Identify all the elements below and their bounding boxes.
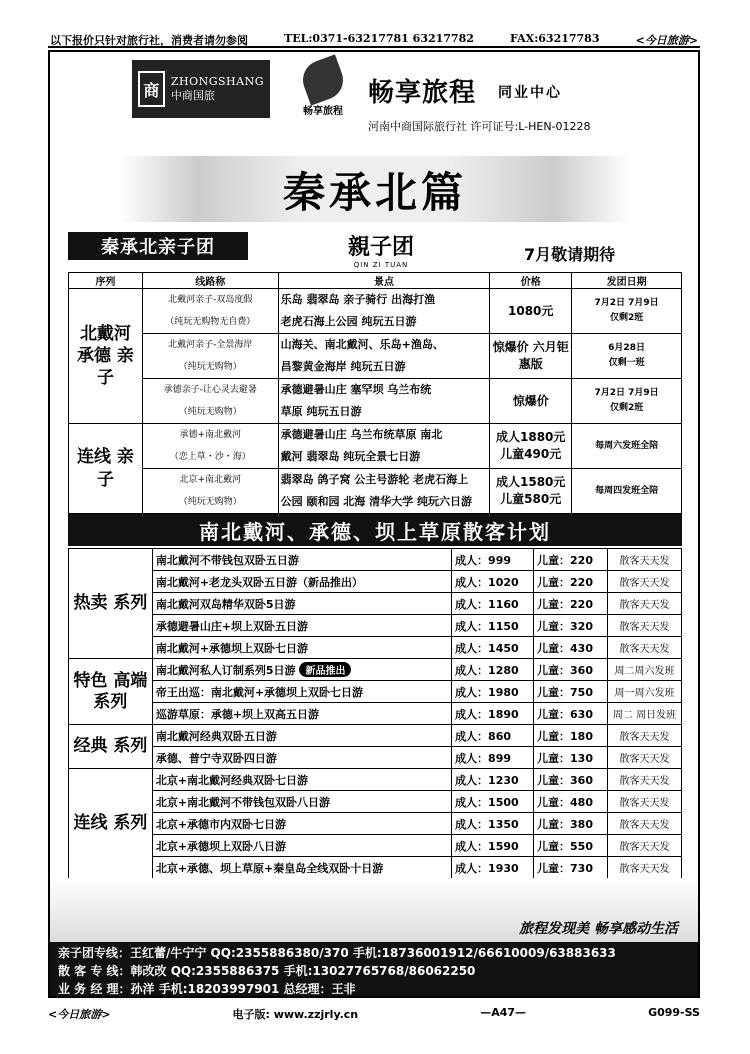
table-row <box>69 725 682 747</box>
slogan: 旅程发现美 畅享感动生活 <box>519 921 678 937</box>
child-price: 儿童：480 <box>534 791 608 813</box>
child-price: 儿童：360 <box>534 659 608 681</box>
tour-name: 帝王出巡：南北戴河+承德坝上双卧七日游 <box>152 681 451 703</box>
adult-price: 成人：1150 <box>452 615 534 637</box>
adult-price: 成人：1890 <box>452 703 534 725</box>
contact-footer <box>50 942 698 998</box>
spots-line: 承德避暑山庄 乌兰布统草原 南北 <box>280 428 443 441</box>
child-price: 儿童：320 <box>534 615 608 637</box>
adult-price: 成人：1020 <box>452 571 534 593</box>
schedule: 周二周六发班 <box>607 659 681 681</box>
page-number: —A47— <box>480 1006 527 1019</box>
bottom-brand: <今日旅游> <box>48 1008 111 1021</box>
category-cell: 特色 高端 系列 <box>69 659 153 725</box>
zhongshang-logo <box>132 60 270 118</box>
child-price: 儿童：180 <box>534 725 608 747</box>
spots-line: 老虎石海上公园 纯玩五日游 <box>280 315 417 328</box>
date-line: 7月2日 7月9日 <box>594 388 659 398</box>
route-note: （纯玩无购物） <box>178 407 242 417</box>
price-cell: 1080元 <box>490 289 572 334</box>
table-row <box>69 791 682 813</box>
price-cell: 成人1880元 儿童490元 <box>490 424 572 469</box>
spots-line: 草原 纯玩五日游 <box>280 405 362 418</box>
route-name: 承德亲子-让心灵去避暑 <box>163 385 257 395</box>
website-link[interactable]: 电子版: www.zzjrly.cn <box>232 1008 359 1021</box>
tour-name: 北京+南北戴河不带钱包双卧八日游 <box>152 791 451 813</box>
spots-line: 山海关、南北戴河、乐岛+渔岛、 <box>280 338 444 351</box>
tour-name: 南北戴河双岛精华双卧5日游 <box>152 593 451 615</box>
category-cell: 经典 系列 <box>69 725 153 769</box>
subtitle-bar: 秦承北亲子团 <box>68 232 248 260</box>
category-cell: 北戴河 承德 亲子 <box>69 289 143 424</box>
date-line: 6月28日 <box>608 343 645 353</box>
adult-price: 成人：1350 <box>452 813 534 835</box>
child-price: 儿童：630 <box>534 703 608 725</box>
tour-name: 巡游草原：承德+坝上双高五日游 <box>152 703 451 725</box>
table-row <box>69 681 682 703</box>
adult-price: 成人：860 <box>452 725 534 747</box>
tour-name: 南北戴河经典双卧五日游 <box>152 725 451 747</box>
page-title: 秦承北篇 <box>282 168 467 217</box>
ad-frame <box>48 50 700 998</box>
table-row <box>69 615 682 637</box>
adult-price: 成人：1230 <box>452 769 534 791</box>
header-cell: 景点 <box>278 273 490 289</box>
adult-price: 成人：1980 <box>452 681 534 703</box>
tour-name: 南北戴河+承德坝上双卧七日游 <box>152 637 451 659</box>
july-notice: 7月敬请期待 <box>524 245 616 264</box>
table-row <box>69 835 682 857</box>
table-row <box>69 593 682 615</box>
schedule: 散客天天发 <box>607 549 681 571</box>
scatter-tour-table <box>68 548 682 879</box>
schedule: 散客天天发 <box>607 857 681 879</box>
table-row <box>69 469 682 514</box>
header <box>50 52 698 142</box>
qinzi-logo <box>326 230 436 269</box>
family-tour-table <box>68 272 682 514</box>
qinzi-cn: 親子团 <box>347 234 414 260</box>
tour-name: 南北戴河不带钱包双卧五日游 <box>152 549 451 571</box>
spots-line: 承德避暑山庄 塞罕坝 乌兰布统 <box>280 383 432 396</box>
header-cell: 线路称 <box>142 273 278 289</box>
child-price: 儿童：380 <box>534 813 608 835</box>
route-name: 承德+南北戴河 <box>179 430 242 440</box>
route-name: 北京+南北戴河 <box>179 475 242 485</box>
child-price: 儿童：360 <box>534 769 608 791</box>
logo2-label: 畅享旅程 <box>303 106 343 117</box>
adult-price: 成人：1450 <box>452 637 534 659</box>
adult-price: 成人：899 <box>452 747 534 769</box>
zhongshang-mark-icon: 商 <box>138 71 165 107</box>
schedule: 散客天天发 <box>607 637 681 659</box>
adult-price: 成人：1500 <box>452 791 534 813</box>
brand-name: 畅享旅程 <box>368 78 477 108</box>
adult-price: 成人：1930 <box>452 857 534 879</box>
schedule: 周一周六发班 <box>607 681 681 703</box>
table-row <box>69 857 682 879</box>
header-cell: 价格 <box>490 273 572 289</box>
tour-name: 北京+承德、坝上草原+秦皇岛全线双卧十日游 <box>152 857 451 879</box>
brand-text: <今日旅游> <box>635 34 698 47</box>
remaining-line: 仅剩2班 <box>609 403 644 413</box>
schedule: 散客天天发 <box>607 593 681 615</box>
date-cell: 每周六发班全陪 <box>572 424 682 469</box>
header-cell: 序列 <box>69 273 143 289</box>
table-row <box>69 549 682 571</box>
adult-price: 成人：1160 <box>452 593 534 615</box>
section-title-bar: 南北戴河、承德、坝上草原散客计划 <box>68 514 682 546</box>
price-cell: 惊爆价 六月钜惠版 <box>490 334 572 379</box>
table-row <box>69 637 682 659</box>
schedule: 散客天天发 <box>607 615 681 637</box>
title-banner <box>120 156 630 222</box>
tour-name: 南北戴河+老龙头双卧五日游（新品推出） <box>152 571 451 593</box>
logo1-en: ZHONGSHANG <box>170 74 264 88</box>
date-line: 7月2日 7月9日 <box>594 298 659 308</box>
adult-price: 成人：999 <box>452 549 534 571</box>
schedule: 散客天天发 <box>607 725 681 747</box>
tour-name: 北京+南北戴河经典双卧七日游 <box>152 769 451 791</box>
license-text: 河南中商国际旅行社 许可证号:L-HEN-01228 <box>368 120 591 133</box>
contact-line: 业 务 经 理：孙洋 手机:18203997901 总经理：王非 <box>58 982 356 996</box>
qinzi-en: QIN ZI TUAN <box>353 261 409 269</box>
spots-line: 公园 颐和园 北海 清华大学 纯玩六日游 <box>280 495 472 508</box>
top-info-bar <box>48 32 700 48</box>
tour-name: 承德避暑山庄+坝上双卧五日游 <box>152 615 451 637</box>
table-row <box>69 289 682 334</box>
header-cell: 发团日期 <box>572 273 682 289</box>
table-row <box>69 813 682 835</box>
child-price: 儿童：430 <box>534 637 608 659</box>
new-badge: 新品推出 <box>299 662 351 677</box>
schedule: 散客天天发 <box>607 791 681 813</box>
tour-name: 北京+承德市内双卧七日游 <box>152 813 451 835</box>
route-note: （纯玩无购物） <box>178 362 242 372</box>
tour-name: 北京+承德坝上双卧八日游 <box>152 835 451 857</box>
spots-line: 昌黎黄金海岸 纯玩五日游 <box>280 360 406 373</box>
child-price: 儿童：730 <box>534 857 608 879</box>
price-cell: 成人1580元 儿童580元 <box>490 469 572 514</box>
child-price: 儿童：750 <box>534 681 608 703</box>
route-note: （恋上草・沙・海） <box>169 452 251 462</box>
tour-name: 南北戴河私人订制系列5日游 <box>155 663 296 677</box>
category-cell: 热卖 系列 <box>69 549 153 659</box>
table-row <box>69 769 682 791</box>
brand-sub: 同业中心 <box>498 85 562 101</box>
bottom-bar <box>48 1006 700 1022</box>
table-row <box>69 571 682 593</box>
schedule: 散客天天发 <box>607 769 681 791</box>
tel-text: TEL:0371-63217781 63217782 <box>284 32 474 45</box>
price-cell: 惊爆价 <box>490 379 572 424</box>
schedule: 散客天天发 <box>607 835 681 857</box>
spots-line: 戴河 翡翠岛 纯玩全景七日游 <box>280 450 421 463</box>
page-code: G099-SS <box>648 1006 700 1019</box>
schedule: 散客天天发 <box>607 813 681 835</box>
table-row <box>69 334 682 379</box>
route-name: 北戴河亲子-全景海岸 <box>168 340 253 350</box>
schedule: 周二 周日发班 <box>607 703 681 725</box>
logo1-cn: 中商国旅 <box>170 89 215 102</box>
route-note: （纯玩无购物无自费） <box>165 317 256 327</box>
table-row <box>69 424 682 469</box>
category-cell: 连线 系列 <box>69 769 153 879</box>
table-row <box>69 747 682 769</box>
contact-line: 亲子团专线：王红蕾/牛宁宁 QQ:2355886380/370 手机:18736001912/66610009/63883633 <box>58 946 616 960</box>
spots-line: 乐岛 翡翠岛 亲子骑行 出海打渔 <box>280 293 436 306</box>
table-row <box>69 703 682 725</box>
child-price: 儿童：220 <box>534 593 608 615</box>
date-cell: 每周四发班全陪 <box>572 469 682 514</box>
leaf-icon <box>297 54 348 105</box>
adult-price: 成人：1590 <box>452 835 534 857</box>
schedule: 散客天天发 <box>607 747 681 769</box>
spots-line: 翡翠岛 鸽子窝 公主号游轮 老虎石海上 <box>280 473 469 486</box>
table-header-row <box>69 273 682 289</box>
table-row <box>69 379 682 424</box>
notice-text: 以下报价只针对旅行社，消费者请勿参阅 <box>50 34 248 47</box>
table-row <box>69 659 682 681</box>
route-name: 北戴河亲子-双岛度假 <box>168 295 253 305</box>
contact-line: 散 客 专 线：韩改改 QQ:2355886375 手机:13027765768/86062250 <box>58 964 476 978</box>
remaining-line: 仅剩2班 <box>609 313 644 323</box>
remaining-line: 仅剩一班 <box>608 358 645 368</box>
child-price: 儿童：130 <box>534 747 608 769</box>
changxiang-logo <box>292 58 354 126</box>
child-price: 儿童：550 <box>534 835 608 857</box>
child-price: 儿童：220 <box>534 549 608 571</box>
route-note: （纯玩无购物） <box>178 497 242 507</box>
fax-text: FAX:63217783 <box>509 32 600 45</box>
schedule: 散客天天发 <box>607 571 681 593</box>
tour-name: 承德、普宁寺双卧四日游 <box>152 747 451 769</box>
child-price: 儿童：220 <box>534 571 608 593</box>
category-cell: 连线 亲子 <box>69 424 143 514</box>
adult-price: 成人：1280 <box>452 659 534 681</box>
